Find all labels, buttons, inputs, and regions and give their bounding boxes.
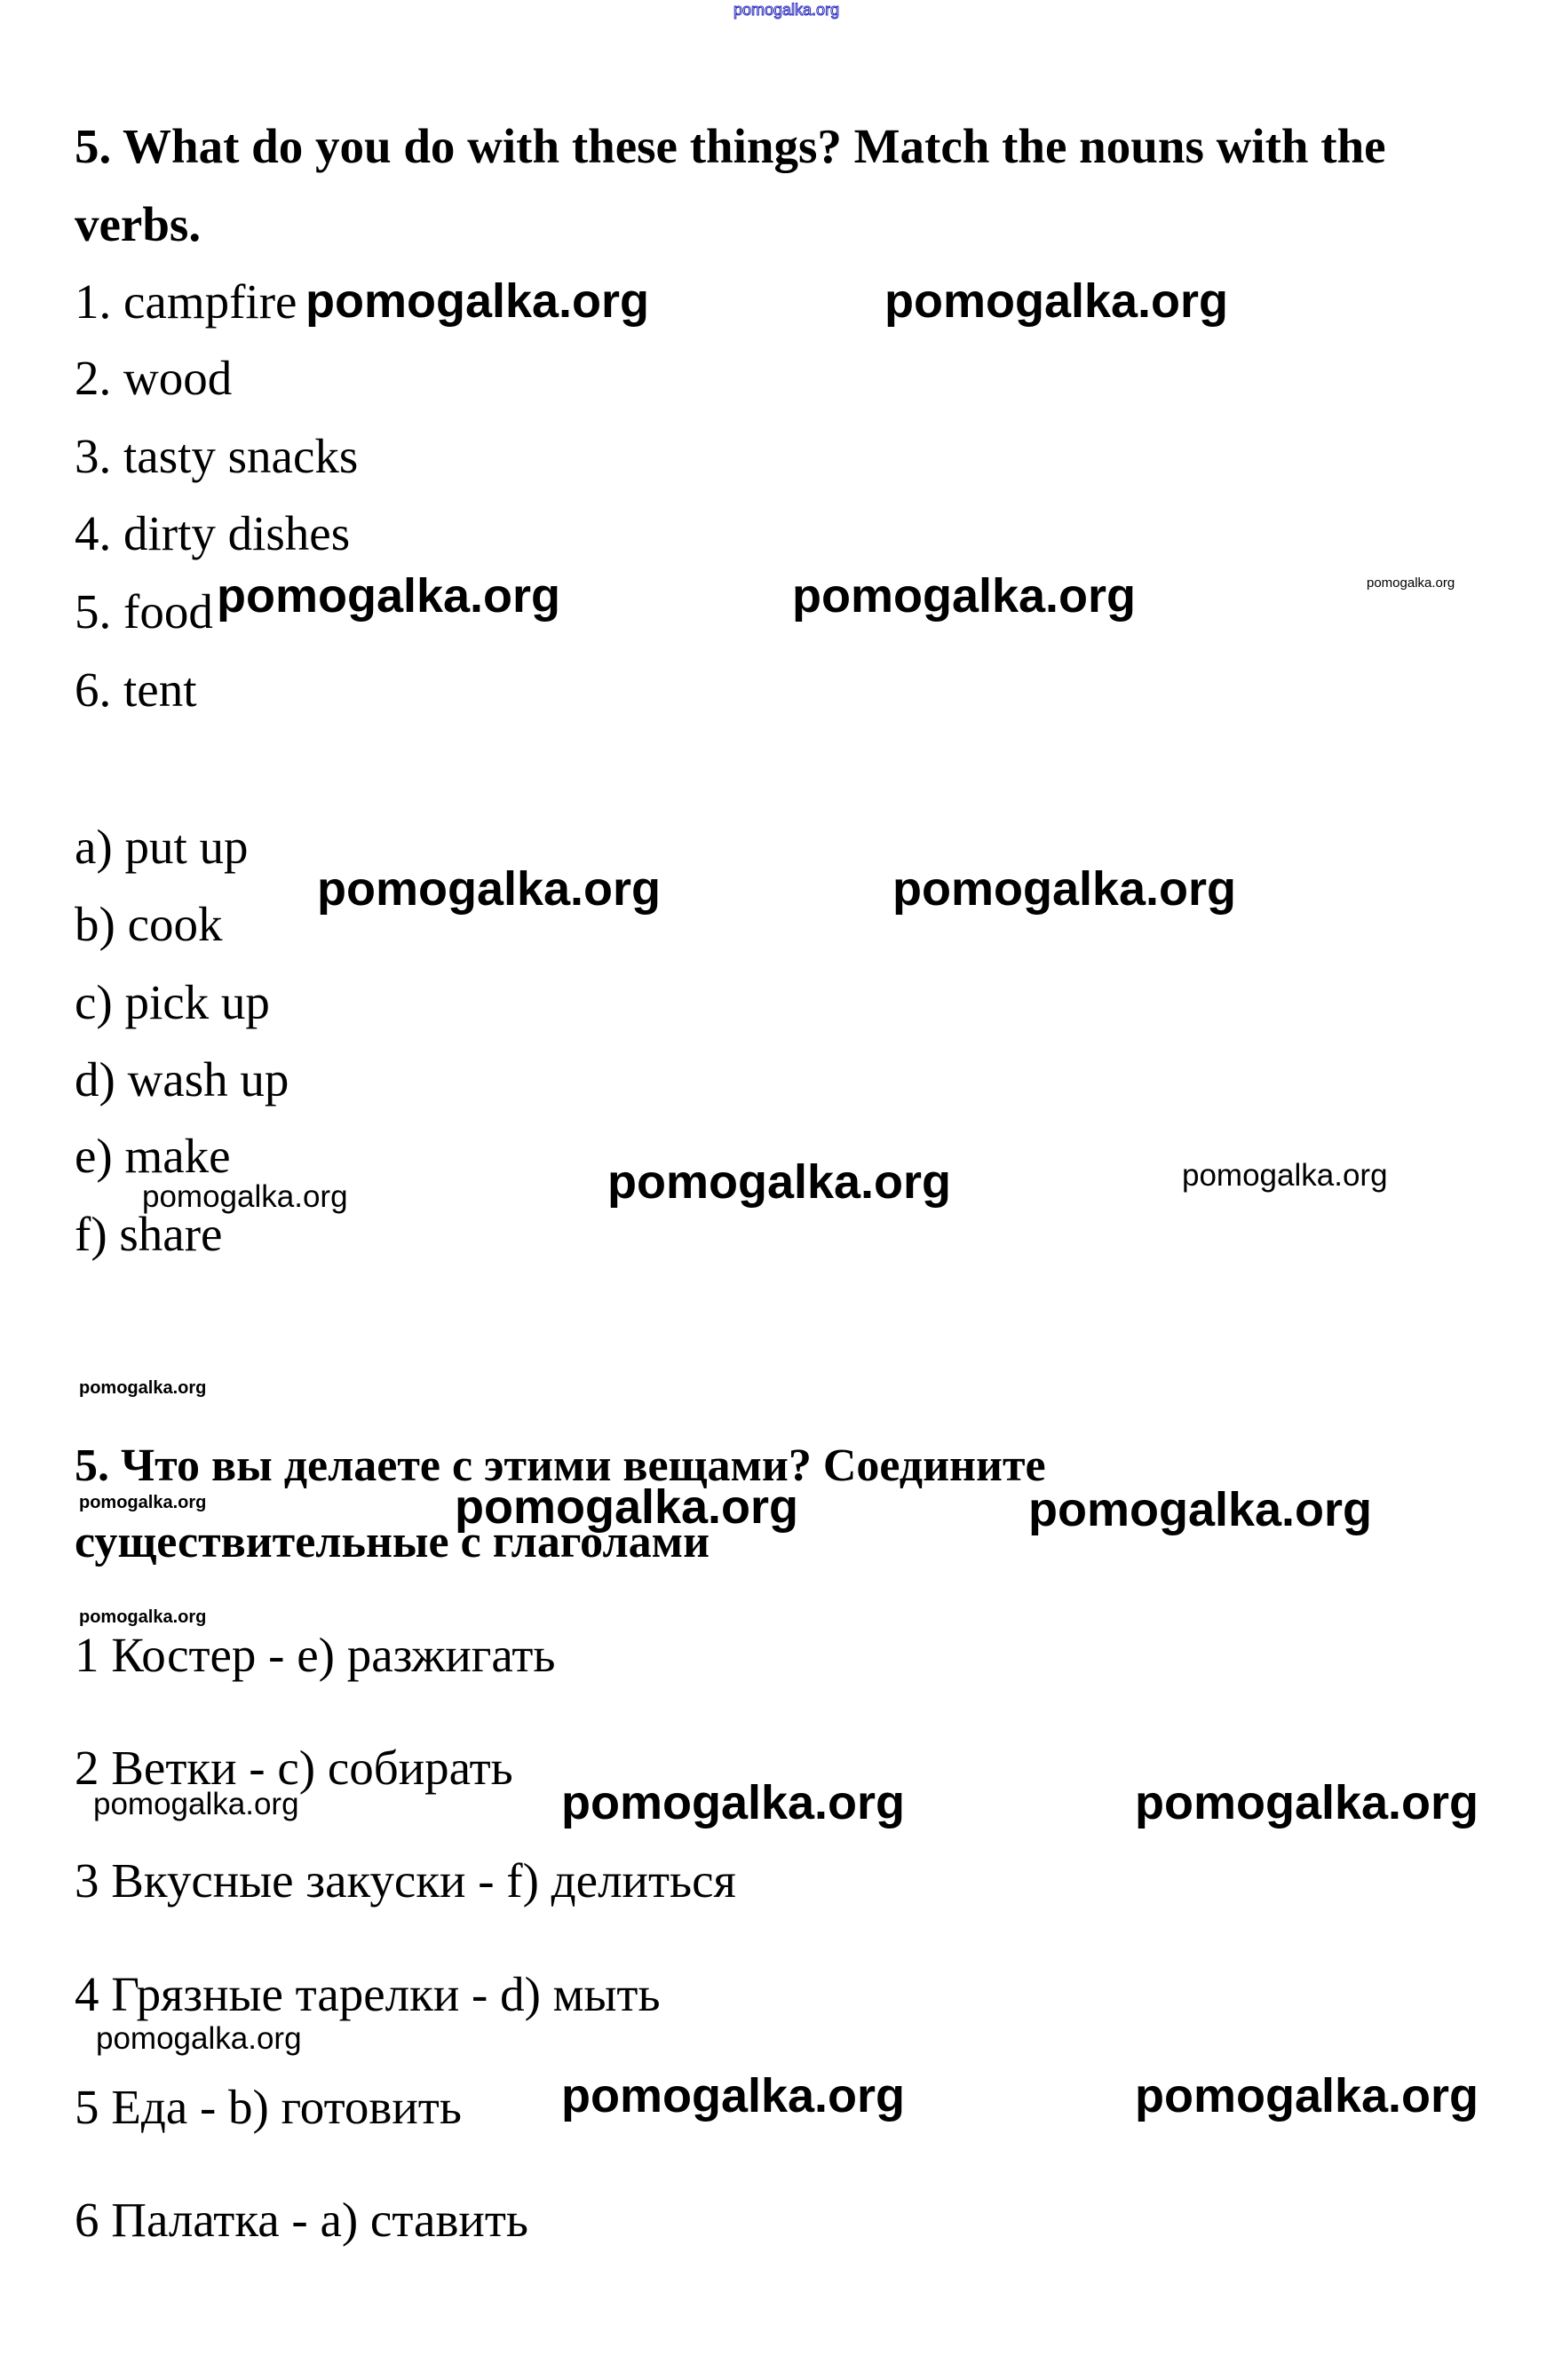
- watermark: pomogalka.org: [455, 1480, 799, 1534]
- noun-item: 6. tent: [75, 662, 197, 717]
- watermark: pomogalka.org: [79, 1493, 207, 1512]
- watermark-top: pomogalka.org: [733, 1, 840, 19]
- watermark: pomogalka.org: [1135, 1776, 1479, 1829]
- watermark: pomogalka.org: [93, 1787, 299, 1821]
- noun-item: 1. campfire: [75, 274, 297, 329]
- watermark: pomogalka.org: [317, 862, 662, 916]
- watermark: pomogalka.org: [1182, 1158, 1388, 1193]
- watermark: pomogalka.org: [142, 1179, 348, 1214]
- watermark: pomogalka.org: [79, 1378, 207, 1398]
- answer-item: 3 Вкусные закуски - f) делиться: [75, 1853, 736, 1908]
- watermark: pomogalka.org: [1028, 1483, 1373, 1536]
- exercise-heading: 5. What do you do with these things? Match the nouns with the: [75, 119, 1386, 173]
- verb-item: f) share: [75, 1207, 223, 1261]
- watermark: pomogalka.org: [305, 274, 650, 328]
- verb-item: a) put up: [75, 820, 249, 874]
- noun-item: 3. tasty snacks: [75, 429, 359, 483]
- verb-item: e) make: [75, 1129, 231, 1183]
- noun-item: 5. food: [75, 584, 213, 639]
- answer-item: 2 Ветки - c) собирать: [75, 1741, 513, 1795]
- noun-item: 2. wood: [75, 351, 233, 405]
- watermark: pomogalka.org: [561, 2069, 906, 2122]
- watermark: pomogalka.org: [79, 1607, 207, 1627]
- answer-item: 4 Грязные тарелки - d) мыть: [75, 1967, 661, 2021]
- watermark: pomogalka.org: [217, 569, 561, 623]
- verb-item: c) pick up: [75, 975, 270, 1029]
- watermark: pomogalka.org: [792, 569, 1137, 623]
- watermark: pomogalka.org: [884, 274, 1229, 328]
- watermark: pomogalka.org: [607, 1155, 952, 1209]
- watermark: pomogalka.org: [1135, 2069, 1479, 2122]
- answer-item: 5 Еда - b) готовить: [75, 2080, 462, 2134]
- exercise-heading-cont: verbs.: [75, 197, 202, 251]
- verb-item: d) wash up: [75, 1052, 289, 1107]
- russian-heading-cont: существительные с глаголами: [75, 1517, 710, 1567]
- watermark: pomogalka.org: [561, 1776, 906, 1829]
- answer-item: 6 Палатка - a) ставить: [75, 2193, 528, 2247]
- watermark: pomogalka.org: [892, 862, 1237, 916]
- verb-item: b) cook: [75, 897, 223, 951]
- watermark: pomogalka.org: [96, 2021, 302, 2056]
- answer-item: 1 Костер - e) разжигать: [75, 1628, 556, 1682]
- russian-heading: 5. Что вы делаете с этими вещами? Соедините: [75, 1440, 1046, 1491]
- watermark: pomogalka.org: [1367, 575, 1455, 591]
- noun-item: 4. dirty dishes: [75, 506, 351, 560]
